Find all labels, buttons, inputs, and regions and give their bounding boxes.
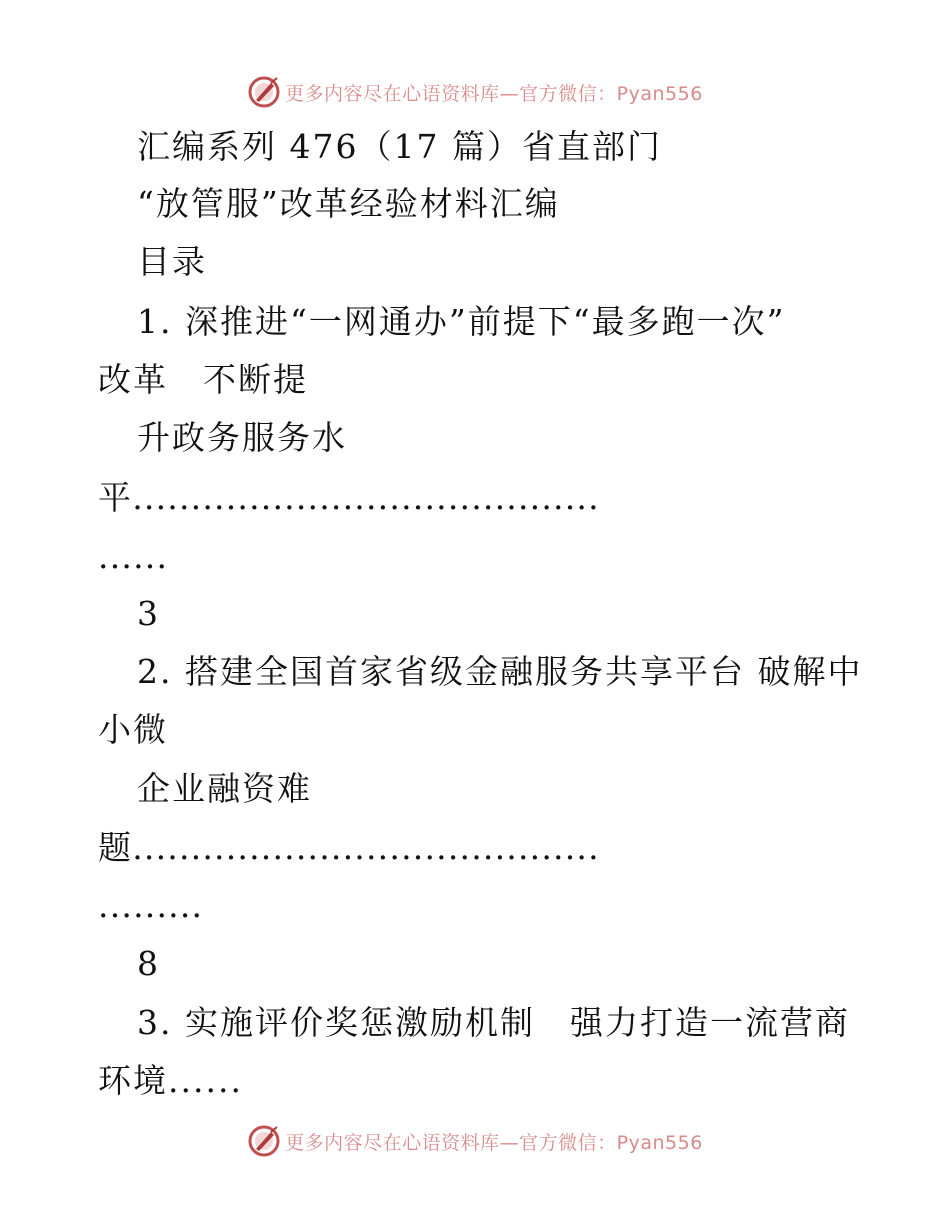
toc-item-2-leader: 题........................................ — [98, 828, 600, 867]
watermark-text: 更多内容尽在心语资料库—官方微信：Pyan556 — [285, 82, 703, 105]
toc-item-2-line-2: 小微 — [98, 710, 168, 749]
toc-item-2-leader-cont: ......... — [98, 886, 204, 925]
footer-watermark — [0, 1121, 950, 1161]
toc-item-3-line-2: 环境...... — [98, 1061, 243, 1100]
toc-heading: 目录 — [137, 242, 207, 281]
watermark-text: 更多内容尽在心语资料库—官方微信：Pyan556 — [285, 1131, 703, 1154]
toc-item-2-line-3: 企业融资难 — [137, 769, 312, 808]
quill-seal-icon — [247, 1124, 281, 1158]
document-title-line-1: 汇编系列 476（17 篇）省直部门 — [137, 127, 662, 166]
toc-item-2-line-1: 2. 搭建全国首家省级金融服务共享平台 破解中 — [137, 652, 863, 691]
toc-item-3-line-1: 3. 实施评价奖惩激励机制 强力打造一流营商 — [137, 1003, 850, 1042]
toc-item-1-leader-cont: ...... — [98, 537, 169, 576]
document-title-line-2: “放管服”改革经验材料汇编 — [137, 184, 560, 223]
toc-item-2-page: 8 — [137, 944, 160, 983]
toc-item-1-line-3: 升政务服务水 — [137, 418, 347, 457]
toc-item-1-line-2: 改革 不断提 — [98, 360, 308, 399]
toc-item-1-page: 3 — [137, 594, 160, 633]
toc-item-1-line-1: 1. 深推进“一网通办”前提下“最多跑一次” — [137, 302, 786, 341]
toc-item-1-leader: 平........................................ — [98, 478, 600, 517]
